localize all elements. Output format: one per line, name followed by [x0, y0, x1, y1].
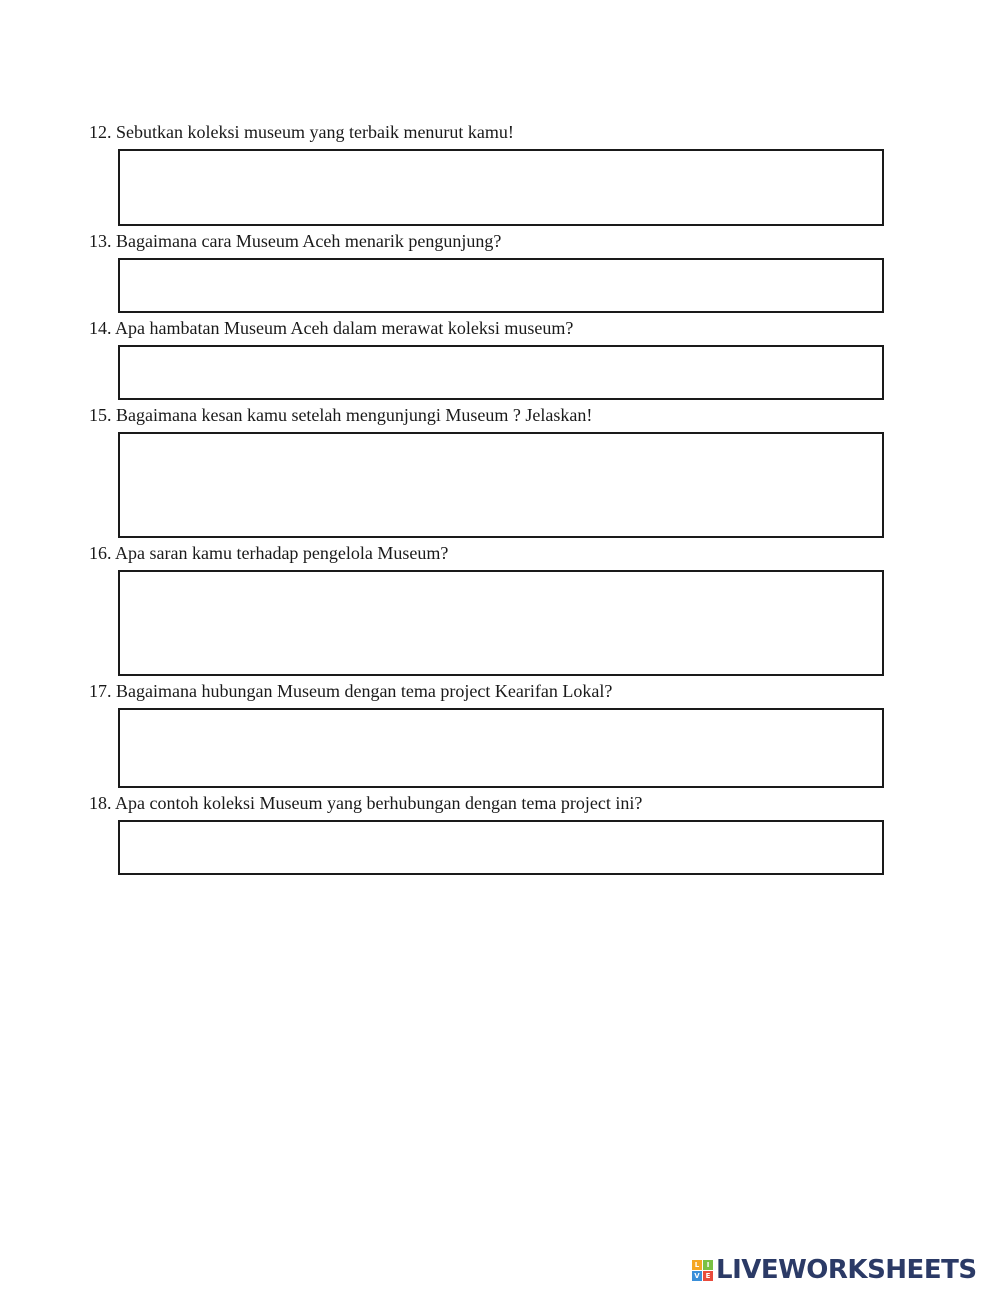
answer-box-12[interactable]	[118, 149, 884, 226]
question-number: 13.	[89, 231, 112, 251]
question-text: Bagaimana hubungan Museum dengan tema project Kearifan Lokal?	[116, 681, 613, 701]
question-14	[89, 318, 573, 338]
logo-mark-cell: L	[692, 1260, 702, 1270]
question-number: 18.	[89, 793, 112, 813]
question-13	[89, 231, 501, 251]
question-text: Sebutkan koleksi museum yang terbaik menurut kamu!	[116, 122, 514, 142]
logo-text: LIVEWORKSHEETS	[716, 1255, 977, 1285]
logo-mark-cell: E	[703, 1271, 713, 1281]
question-text: Bagaimana cara Museum Aceh menarik pengunjung?	[116, 231, 502, 251]
question-text: Apa hambatan Museum Aceh dalam merawat koleksi museum?	[115, 318, 574, 338]
answer-box-16[interactable]	[118, 570, 884, 676]
logo-mark-icon	[692, 1260, 713, 1281]
logo-mark-cell: V	[692, 1271, 702, 1281]
question-text: Bagaimana kesan kamu setelah mengunjungi Museum ? Jelaskan!	[116, 405, 593, 425]
question-number: 12.	[89, 122, 112, 142]
question-12	[89, 122, 514, 142]
question-16	[89, 543, 448, 563]
question-number: 14.	[89, 318, 112, 338]
answer-box-18[interactable]	[118, 820, 884, 875]
question-number: 16.	[89, 543, 112, 563]
liveworksheets-logo	[692, 1255, 977, 1285]
question-18	[89, 793, 642, 813]
question-text: Apa contoh koleksi Museum yang berhubungan dengan tema project ini?	[115, 793, 643, 813]
question-number: 15.	[89, 405, 112, 425]
question-15	[89, 405, 592, 425]
answer-box-17[interactable]	[118, 708, 884, 788]
question-number: 17.	[89, 681, 112, 701]
answer-box-14[interactable]	[118, 345, 884, 400]
question-text: Apa saran kamu terhadap pengelola Museum?	[115, 543, 449, 563]
question-17	[89, 681, 612, 701]
logo-mark-cell: I	[703, 1260, 713, 1270]
answer-box-13[interactable]	[118, 258, 884, 313]
answer-box-15[interactable]	[118, 432, 884, 538]
